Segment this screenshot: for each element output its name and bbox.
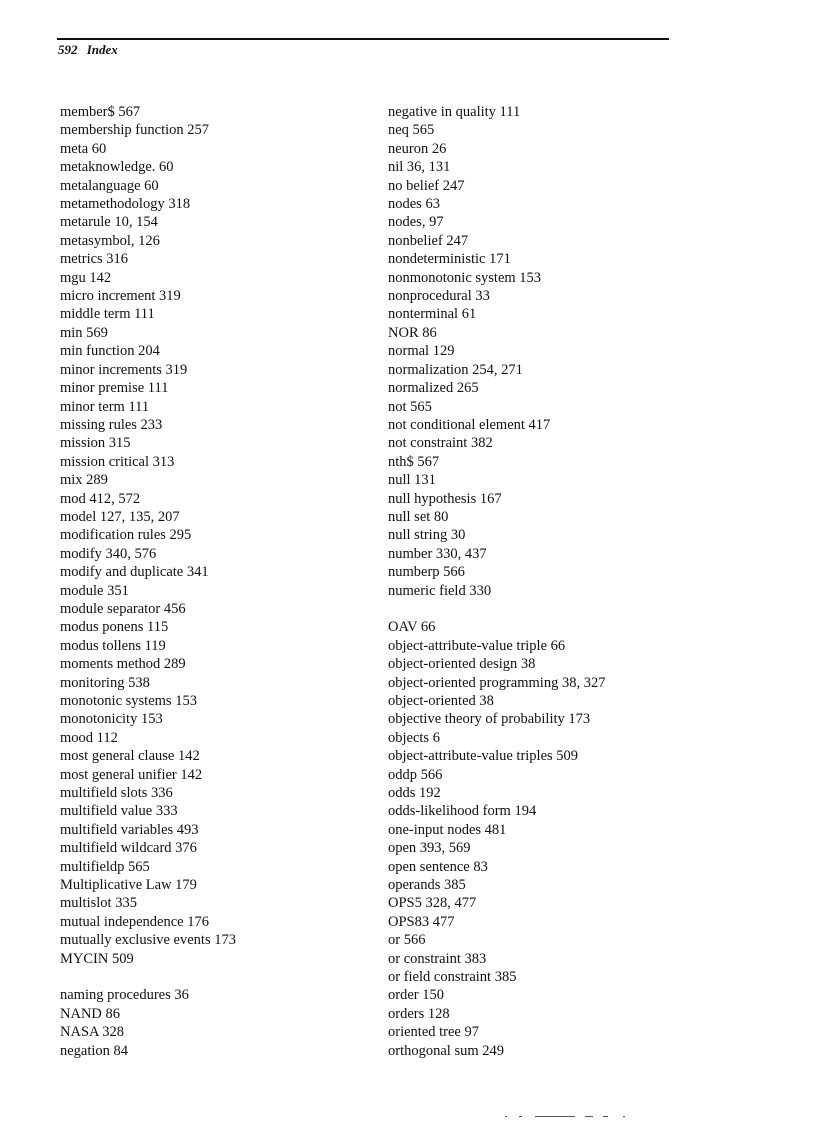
index-entry: number 330, 437 — [388, 545, 487, 562]
index-entry: numberp 566 — [388, 564, 465, 581]
index-entry: nodes, 97 — [388, 214, 444, 231]
index-entry: null hypothesis 167 — [388, 490, 502, 507]
index-entry: operands 385 — [388, 877, 466, 894]
index-entry: odds-likelihood form 194 — [388, 803, 537, 820]
index-entry: Multiplicative Law 179 — [60, 877, 197, 894]
index-entry: mood 112 — [60, 729, 118, 746]
index-entry: orders 128 — [388, 1005, 450, 1022]
index-entry: nonmonotonic system 153 — [388, 269, 542, 286]
index-entry: numeric field 330 — [388, 582, 492, 599]
index-entry: not 565 — [388, 398, 432, 415]
index-entry: objective theory of probability 173 — [388, 711, 591, 728]
index-entry: object-attribute-value triples 509 — [388, 748, 579, 765]
index-entry: or constraint 383 — [388, 950, 487, 967]
index-entry: monitoring 538 — [60, 674, 150, 691]
index-entry: null 131 — [388, 472, 436, 489]
index-entry: nonbelief 247 — [388, 232, 469, 249]
index-entry: mod 412, 572 — [60, 490, 141, 507]
index-entry: metalanguage 60 — [60, 177, 159, 194]
index-entry: missing rules 233 — [60, 416, 163, 433]
index-entry: nil 36, 131 — [388, 159, 451, 176]
index-entry: mission critical 313 — [60, 453, 175, 470]
index-gap — [60, 968, 390, 986]
index-entry: or field constraint 385 — [388, 969, 517, 986]
index-entry: NOR 86 — [388, 324, 437, 341]
index-entry: naming procedures 36 — [60, 987, 189, 1004]
index-entry: odds 192 — [388, 785, 441, 802]
index-entry: micro increment 319 — [60, 288, 181, 305]
index-entry: multifield wildcard 376 — [60, 840, 197, 857]
index-entry: modify 340, 576 — [60, 545, 157, 562]
index-entry: object-attribute-value triple 66 — [388, 637, 566, 654]
page-number: 592 — [58, 42, 78, 57]
index-entry: monotonicity 153 — [60, 711, 163, 728]
index-entry: moments method 289 — [60, 656, 186, 673]
index-entry: module separator 456 — [60, 600, 186, 617]
index-column-left — [60, 103, 390, 1060]
index-entry: middle term 111 — [60, 306, 155, 323]
index-entry: orthogonal sum 249 — [388, 1042, 504, 1059]
running-title: Index — [86, 42, 118, 57]
index-entry: membership function 257 — [60, 122, 210, 139]
index-entry: metrics 316 — [60, 251, 129, 268]
index-entry: mgu 142 — [60, 269, 112, 286]
index-entry: object-oriented programming 38, 327 — [388, 674, 606, 691]
index-entry: modus tollens 119 — [60, 637, 166, 654]
index-entry: MYCIN 509 — [60, 950, 134, 967]
index-entry: normalization 254, 271 — [388, 361, 523, 378]
running-head — [58, 42, 118, 58]
header-rule — [57, 38, 669, 40]
index-entry: object-oriented 38 — [388, 692, 494, 709]
index-entry: metarule 10, 154 — [60, 214, 158, 231]
index-entry: nonterminal 61 — [388, 306, 477, 323]
index-entry: metasymbol, 126 — [60, 232, 160, 249]
index-entry: multifieldp 565 — [60, 858, 150, 875]
index-entry: OPS83 477 — [388, 913, 455, 930]
index-entry: null string 30 — [388, 527, 466, 544]
index-entry: nondeterministic 171 — [388, 251, 511, 268]
index-entry: mutual independence 176 — [60, 913, 209, 930]
index-entry: object-oriented design 38 — [388, 656, 536, 673]
index-entry: minor increments 319 — [60, 361, 188, 378]
index-gap — [388, 600, 718, 618]
index-entry: min function 204 — [60, 343, 160, 360]
index-entry: nonprocedural 33 — [388, 288, 490, 305]
index-entry: min 569 — [60, 324, 108, 341]
index-entry: not constraint 382 — [388, 435, 493, 452]
index-entry: neq 565 — [388, 122, 435, 139]
index-entry: OAV 66 — [388, 619, 436, 636]
index-entry: meta 60 — [60, 140, 107, 157]
index-entry: no belief 247 — [388, 177, 465, 194]
index-entry: metamethodology 318 — [60, 196, 191, 213]
index-entry: null set 80 — [388, 508, 449, 525]
index-entry: open sentence 83 — [388, 858, 488, 875]
scan-specks — [505, 1114, 635, 1120]
index-entry: minor term 111 — [60, 398, 150, 415]
index-entry: open 393, 569 — [388, 840, 471, 857]
index-entry: multislot 335 — [60, 895, 137, 912]
index-entry: most general unifier 142 — [60, 766, 203, 783]
index-entry: nth$ 567 — [388, 453, 440, 470]
index-entry: negation 84 — [60, 1042, 129, 1059]
index-entry: multifield variables 493 — [60, 821, 199, 838]
index-entry: module 351 — [60, 582, 129, 599]
index-entry: modification rules 295 — [60, 527, 192, 544]
index-entry: model 127, 135, 207 — [60, 508, 180, 525]
index-entry: most general clause 142 — [60, 748, 200, 765]
index-entry: modify and duplicate 341 — [60, 564, 209, 581]
index-entry: neuron 26 — [388, 140, 447, 157]
index-entry: or 566 — [388, 932, 426, 949]
index-entry: mutually exclusive events 173 — [60, 932, 236, 949]
index-entry: objects 6 — [388, 729, 440, 746]
index-entry: mix 289 — [60, 472, 108, 489]
index-entry: not conditional element 417 — [388, 416, 551, 433]
index-entry: modus ponens 115 — [60, 619, 169, 636]
index-entry: member$ 567 — [60, 104, 141, 120]
index-entry: minor premise 111 — [60, 380, 169, 397]
index-entry: oriented tree 97 — [388, 1024, 479, 1041]
index-entry: normalized 265 — [388, 380, 479, 397]
index-entry: one-input nodes 481 — [388, 821, 507, 838]
index-entry: monotonic systems 153 — [60, 693, 197, 709]
index-entry: normal 129 — [388, 343, 455, 360]
index-entry: mission 315 — [60, 435, 131, 452]
index-entry: order 150 — [388, 987, 444, 1004]
index-entry: oddp 566 — [388, 766, 443, 783]
index-entry: multifield slots 336 — [60, 785, 173, 802]
index-entry: NAND 86 — [60, 1005, 121, 1022]
index-entry: negative in quality 111 — [388, 104, 521, 120]
index-entry: NASA 328 — [60, 1024, 125, 1041]
index-entry: nodes 63 — [388, 196, 440, 213]
index-entry: multifield value 333 — [60, 803, 178, 820]
index-column-right — [388, 103, 718, 1060]
index-entry: OPS5 328, 477 — [388, 895, 477, 912]
index-entry: metaknowledge. 60 — [60, 159, 174, 176]
